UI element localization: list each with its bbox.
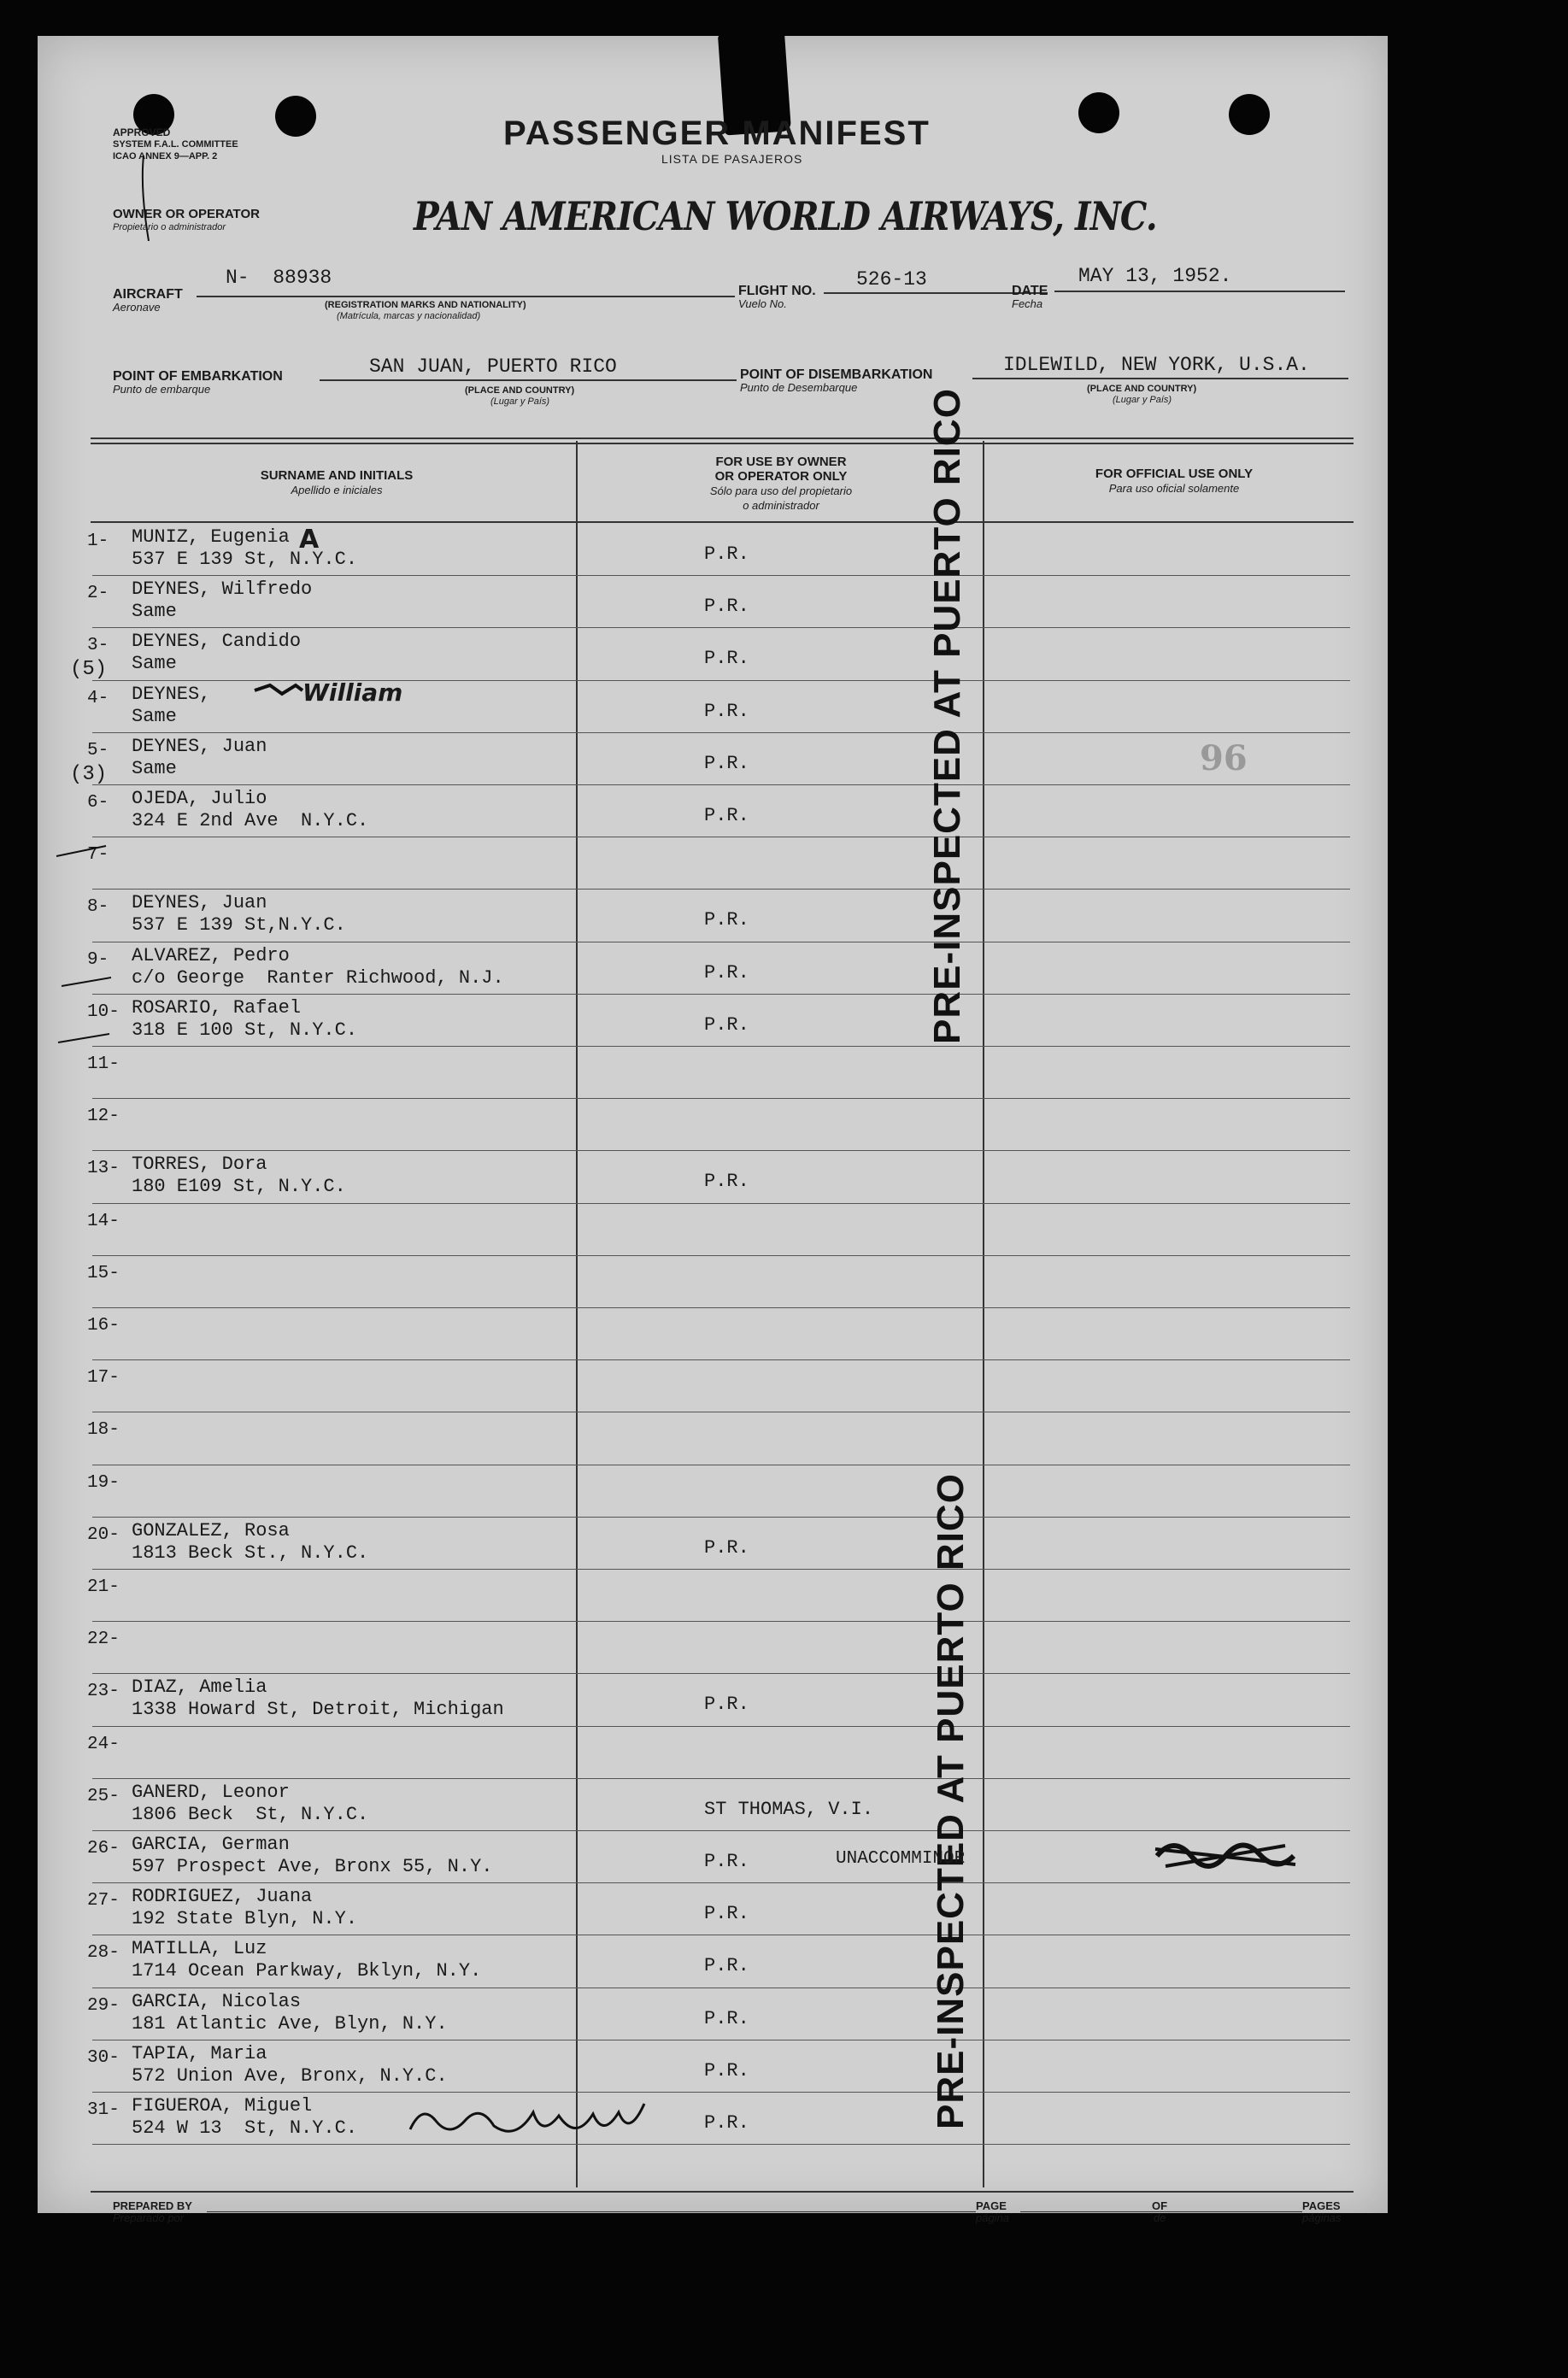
owner-use-es-2: o administrador xyxy=(743,499,819,512)
passenger-address: 524 W 13 St, N.Y.C. xyxy=(132,2117,358,2139)
owner-use-entry: P.R. xyxy=(704,805,749,826)
of-label-es: de xyxy=(1154,2211,1166,2224)
owner-use-es-1: Sólo para uso del propietario xyxy=(709,484,853,497)
row-number: 14- xyxy=(87,1211,120,1231)
row-number: 10- xyxy=(87,1001,120,1022)
passenger-address: 572 Union Ave, Bronx, N.Y.C. xyxy=(132,2064,448,2087)
row-number: 9- xyxy=(87,949,109,970)
passenger-name: GARCIA, German xyxy=(132,1834,290,1855)
row-divider xyxy=(92,1882,1350,1883)
row-divider xyxy=(92,994,1350,995)
row-divider xyxy=(92,732,1350,733)
owner-use-entry: P.R. xyxy=(704,1536,749,1559)
handwritten-william: William xyxy=(302,678,403,707)
icao-label: ICAO ANNEX 9—APP. 2 xyxy=(113,151,218,161)
passenger-name: DIAZ, Amelia xyxy=(132,1676,267,1699)
punch-hole-left-2 xyxy=(275,96,316,137)
passenger-name: GARCIA, Nicolas xyxy=(132,1990,302,2012)
owner-label-es: Propietario o administrador xyxy=(113,222,226,232)
row-number: 16- xyxy=(87,1316,120,1336)
document-title: PASSENGER MANIFEST xyxy=(503,114,931,152)
row-number: 18- xyxy=(87,1420,120,1441)
passenger-name: FIGUEROA, Miguel xyxy=(132,2095,313,2117)
owner-use-entry: P.R. xyxy=(704,1013,749,1036)
pre-inspected-stamp-top: PRE-INSPECTED AT PUERTO RICO xyxy=(926,388,968,1044)
aircraft-label: AIRCRAFT xyxy=(113,287,183,302)
disembark-place-note: (PLACE AND COUNTRY) xyxy=(1087,384,1197,394)
passenger-address: c/o George Ranter Richwood, N.J. xyxy=(132,966,504,989)
row-divider xyxy=(92,1255,1350,1256)
disembark-place-note-es: (Lugar y País) xyxy=(1113,395,1172,405)
disembarkation-label-es: Punto de Desembarque xyxy=(740,381,858,394)
owner-use-entry: P.R. xyxy=(704,1851,749,1872)
column-divider-1 xyxy=(576,441,578,2187)
passenger-name: TAPIA, Maria xyxy=(132,2042,267,2064)
embarkation-label: POINT OF EMBARKATION xyxy=(113,369,283,384)
embarkation-label-es: Punto de embarque xyxy=(113,383,211,396)
row-number: 27- xyxy=(87,1891,120,1911)
row-number: 2- xyxy=(87,584,109,604)
owner-use-entry: P.R. xyxy=(704,700,749,722)
scribbled-out-mark-icon xyxy=(1148,1830,1302,1882)
row-divider xyxy=(92,889,1350,890)
passenger-address: Same xyxy=(132,653,177,675)
owner-use-entry: P.R. xyxy=(704,648,749,670)
row-number: 15- xyxy=(87,1263,120,1283)
surname-header xyxy=(166,468,508,497)
owner-use-entry: P.R. xyxy=(704,909,749,931)
passenger-name: DEYNES, Wilfredo xyxy=(132,578,313,601)
row-number: 1- xyxy=(87,531,109,551)
owner-use-entry: P.R. xyxy=(704,2112,749,2134)
passenger-name: ROSARIO, Rafael xyxy=(132,996,302,1019)
page-label: PAGE xyxy=(976,2199,1007,2212)
official-number: 96 xyxy=(1200,738,1248,778)
row-number: 25- xyxy=(87,1786,120,1806)
aircraft-value: N- 88938 xyxy=(226,267,332,289)
row-number: 24- xyxy=(87,1734,120,1754)
passenger-address: 1714 Ocean Parkway, Bklyn, N.Y. xyxy=(132,1960,482,1982)
surname-header-es: Apellido e iniciales xyxy=(291,484,383,496)
date-label-es: Fecha xyxy=(1012,297,1043,310)
row-number: 17- xyxy=(87,1368,120,1389)
handwritten-a: A xyxy=(299,525,320,555)
row-divider xyxy=(92,575,1350,576)
strikeout-scribble-icon xyxy=(253,678,304,704)
row-number: 23- xyxy=(87,1682,120,1702)
row-number: 26- xyxy=(87,1839,120,1858)
row-divider xyxy=(92,2092,1350,2093)
unaccompanied-minor: UNACCOMMINOR xyxy=(836,1849,966,1869)
passenger-name: DEYNES, Candido xyxy=(132,631,302,653)
row-divider xyxy=(92,1569,1350,1570)
owner-use-entry: P.R. xyxy=(704,1694,749,1716)
passenger-address: 180 E109 St, N.Y.C. xyxy=(132,1176,346,1198)
registration-note: (REGISTRATION MARKS AND NATIONALITY) xyxy=(325,300,526,310)
passenger-name: GONZALEZ, Rosa xyxy=(132,1519,290,1541)
table-top-rule xyxy=(91,437,1354,444)
row-number: 7- xyxy=(87,845,109,866)
flight-value: 526-13 xyxy=(856,268,927,291)
passenger-address: Same xyxy=(132,601,177,623)
row-number: 13- xyxy=(87,1159,120,1179)
flight-label: FLIGHT NO. xyxy=(738,284,816,298)
prepared-by-label: PREPARED BY xyxy=(113,2199,192,2212)
owner-use-entry: P.R. xyxy=(704,752,749,774)
disembarkation-label: POINT OF DISEMBARKATION xyxy=(740,367,933,382)
approved-label: APPROVED xyxy=(113,126,171,138)
row-divider xyxy=(92,1150,1350,1151)
passenger-address: 537 E 139 St, N.Y.C. xyxy=(132,549,358,570)
row-divider xyxy=(92,1307,1350,1308)
passenger-address: Same xyxy=(132,705,177,727)
passenger-name: TORRES, Dora xyxy=(132,1154,267,1176)
header-bottom-rule xyxy=(91,521,1354,523)
embarkation-value: SAN JUAN, PUERTO RICO xyxy=(369,355,617,378)
disembarkation-value: IDLEWILD, NEW YORK, U.S.A. xyxy=(1003,354,1310,376)
prepared-by-es: Preparado por xyxy=(113,2211,185,2224)
row-number: 8- xyxy=(87,897,109,918)
pages-label: PAGES xyxy=(1302,2199,1341,2212)
margin-note: (3) xyxy=(70,762,108,786)
owner-use-entry: ST THOMAS, V.I. xyxy=(704,1798,874,1820)
passenger-name: RODRIGUEZ, Juana xyxy=(132,1886,313,1908)
owner-use-line-1: FOR USE BY OWNER xyxy=(715,455,847,469)
row-number: 19- xyxy=(87,1472,120,1493)
owner-use-entry: P.R. xyxy=(704,1955,749,1977)
passenger-address: 1806 Beck St, N.Y.C. xyxy=(132,1803,369,1825)
owner-use-entry: P.R. xyxy=(704,961,749,983)
passenger-address: 597 Prospect Ave, Bronx 55, N.Y. xyxy=(132,1856,493,1877)
passenger-name: GANERD, Leonor xyxy=(132,1781,290,1803)
committee-label: SYSTEM F.A.L. COMMITTEE xyxy=(113,139,238,150)
passenger-address: 318 E 100 St, N.Y.C. xyxy=(132,1019,358,1041)
owner-use-line-2: OR OPERATOR ONLY xyxy=(714,469,848,484)
owner-use-entry: P.R. xyxy=(704,543,749,565)
of-label: OF xyxy=(1152,2199,1168,2212)
row-number: 22- xyxy=(87,1629,120,1650)
official-use-es: Para uso oficial solamente xyxy=(1108,482,1240,495)
passenger-name: DEYNES, Juan xyxy=(132,735,267,757)
passenger-name: ALVAREZ, Pedro xyxy=(132,944,290,966)
passenger-address: 324 E 2nd Ave N.Y.C. xyxy=(132,810,369,831)
passenger-address: 1813 Beck St., N.Y.C. xyxy=(132,1541,369,1564)
row-number: 3- xyxy=(87,636,109,656)
manifest-document xyxy=(38,36,1388,2224)
row-number: 11- xyxy=(87,1054,120,1074)
embark-place-note-es: (Lugar y País) xyxy=(490,396,550,407)
passenger-name: MATILLA, Luz xyxy=(132,1938,267,1960)
row-number: 12- xyxy=(87,1107,120,1127)
row-number: 20- xyxy=(87,1524,120,1545)
row-number: 30- xyxy=(87,2047,120,2068)
row-divider xyxy=(92,784,1350,785)
row-divider xyxy=(92,1517,1350,1518)
row-divider xyxy=(92,1673,1350,1674)
owner-use-entry: P.R. xyxy=(704,2059,749,2081)
date-label: DATE xyxy=(1012,284,1048,298)
official-use-text: FOR OFFICIAL USE ONLY xyxy=(1095,467,1254,481)
margin-note: (5) xyxy=(70,658,108,682)
passenger-address: 537 E 139 St,N.Y.C. xyxy=(132,914,346,937)
document-subtitle: LISTA DE PASAJEROS xyxy=(661,152,803,166)
row-divider xyxy=(92,2144,1350,2145)
punch-hole-right-1 xyxy=(1078,92,1119,133)
owner-use-entry: P.R. xyxy=(704,1903,749,1925)
passenger-name: DEYNES, xyxy=(132,683,211,705)
page-label-es: página xyxy=(976,2211,1010,2224)
pre-inspected-stamp-bottom: PRE-INSPECTED AT PUERTO RICO xyxy=(930,1473,972,2129)
punch-hole-right-2 xyxy=(1229,94,1270,135)
registration-note-es: (Matrícula, marcas y nacionalidad) xyxy=(337,311,481,321)
owner-use-entry: P.R. xyxy=(704,596,749,618)
passenger-address: 1338 Howard St, Detroit, Michigan xyxy=(132,1699,504,1721)
row-divider xyxy=(92,1098,1350,1099)
owner-use-entry: P.R. xyxy=(704,1171,749,1193)
row-number: 5- xyxy=(87,740,109,760)
aircraft-label-es: Aeronave xyxy=(113,301,161,314)
row-divider xyxy=(92,1726,1350,1727)
column-divider-2 xyxy=(983,441,984,2187)
flight-label-es: Vuelo No. xyxy=(738,297,787,310)
signature-scribble-icon xyxy=(405,2095,661,2146)
table-bottom-rule xyxy=(91,2191,1354,2193)
passenger-address: 181 Atlantic Ave, Blyn, N.Y. xyxy=(132,2012,448,2035)
airline-name: PAN AMERICAN WORLD AIRWAYS, INC. xyxy=(414,193,1157,239)
official-use-header xyxy=(1003,467,1345,496)
row-number: 28- xyxy=(87,1943,120,1964)
passenger-address: Same xyxy=(132,757,177,779)
row-number: 4- xyxy=(87,688,109,708)
row-divider xyxy=(92,1203,1350,1204)
row-divider xyxy=(92,1621,1350,1622)
row-divider xyxy=(92,1046,1350,1047)
row-divider xyxy=(92,1778,1350,1779)
passenger-name: OJEDA, Julio xyxy=(132,788,267,809)
row-number: 31- xyxy=(87,2100,120,2120)
row-number: 29- xyxy=(87,1995,120,2016)
date-value: MAY 13, 1952. xyxy=(1078,265,1232,287)
row-number: 21- xyxy=(87,1577,120,1597)
owner-use-entry: P.R. xyxy=(704,2007,749,2029)
passenger-name: MUNIZ, Eugenia xyxy=(132,526,290,548)
owner-use-header xyxy=(619,455,943,513)
owner-label: OWNER OR OPERATOR xyxy=(113,207,260,221)
margin-line-icon xyxy=(123,121,157,250)
passenger-address: 192 State Blyn, N.Y. xyxy=(132,1908,358,1930)
margin-tick-marks-icon xyxy=(55,831,132,1053)
surname-header-text: SURNAME AND INITIALS xyxy=(260,468,414,483)
row-divider xyxy=(92,627,1350,628)
row-number: 6- xyxy=(87,793,109,813)
passenger-name: DEYNES, Juan xyxy=(132,892,267,914)
embark-place-note: (PLACE AND COUNTRY) xyxy=(465,385,575,396)
pages-label-es: páginas xyxy=(1302,2211,1342,2224)
row-divider xyxy=(92,1359,1350,1360)
